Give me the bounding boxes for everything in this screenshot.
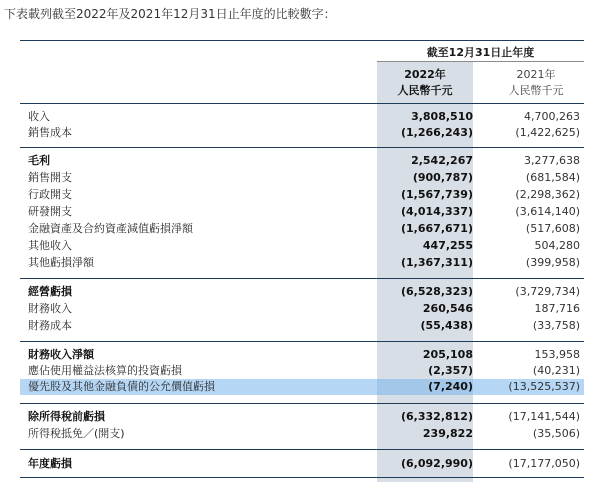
table-row-fair-value-loss bbox=[20, 379, 584, 395]
row-label: 毛利 bbox=[28, 154, 50, 167]
intro-text: 下表載列截至2022年及2021年12月31日止年度的比較數字： bbox=[4, 7, 336, 21]
value-2022: (1,667,671) bbox=[401, 222, 473, 235]
section-divider bbox=[20, 147, 584, 148]
value-2022: (55,438) bbox=[420, 319, 473, 332]
value-2022: (7,240) bbox=[428, 380, 473, 393]
value-2021: 153,958 bbox=[534, 348, 580, 361]
row-label: 金融資產及合約資產減值虧損淨額 bbox=[28, 222, 193, 235]
unit-2021-label: 人民幣千元 bbox=[508, 84, 564, 97]
table-row-admin-expenses bbox=[20, 187, 584, 203]
table-row-equity-method-loss bbox=[20, 363, 584, 379]
value-2022: 239,822 bbox=[422, 427, 473, 440]
value-2021: (40,231) bbox=[532, 364, 580, 377]
value-2022: (900,787) bbox=[412, 171, 473, 184]
table-row-finance-costs bbox=[20, 318, 584, 334]
row-label: 除所得稅前虧損 bbox=[28, 410, 105, 423]
value-2021: 504,280 bbox=[534, 239, 580, 252]
table-row-net-finance-income bbox=[20, 347, 584, 363]
row-label: 銷售開支 bbox=[28, 171, 72, 184]
value-2022: 205,108 bbox=[422, 348, 473, 361]
row-label: 行政開支 bbox=[28, 188, 72, 201]
year-2021-label: 2021年 bbox=[516, 68, 556, 81]
row-label: 優先股及其他金融負債的公允價值虧損 bbox=[28, 380, 215, 393]
value-2022: 447,255 bbox=[422, 239, 473, 252]
row-label: 應佔使用權益法核算的投資虧損 bbox=[28, 364, 182, 377]
row-label: 財務收入 bbox=[28, 302, 72, 315]
value-2021: (399,958) bbox=[525, 256, 580, 269]
table-row-loss-before-tax bbox=[20, 409, 584, 425]
row-label: 經營虧損 bbox=[28, 285, 72, 298]
table-row-rd-expenses bbox=[20, 204, 584, 220]
year-2022-label: 2022年 bbox=[404, 68, 446, 81]
value-2022: (1,567,739) bbox=[401, 188, 473, 201]
table-bottom-rule bbox=[20, 477, 584, 478]
value-2022: 260,546 bbox=[422, 302, 473, 315]
value-2022: (1,367,311) bbox=[401, 256, 473, 269]
value-2021: (17,141,544) bbox=[508, 410, 580, 423]
value-2021: 187,716 bbox=[534, 302, 580, 315]
table-row-finance-income bbox=[20, 301, 584, 317]
row-label: 所得稅抵免／(開支) bbox=[28, 427, 125, 440]
table-row-cost-of-sales bbox=[20, 125, 584, 141]
row-label: 其他虧損淨額 bbox=[28, 256, 94, 269]
table-row-other-income bbox=[20, 238, 584, 254]
value-2021: 4,700,263 bbox=[524, 110, 580, 123]
row-label: 年度虧損 bbox=[28, 457, 72, 470]
period-header-rule bbox=[377, 61, 584, 62]
header-bottom-rule bbox=[20, 103, 584, 104]
table-row-gross-profit bbox=[20, 153, 584, 169]
table-row-revenue bbox=[20, 109, 584, 125]
row-label: 其他收入 bbox=[28, 239, 72, 252]
table-row-income-tax bbox=[20, 426, 584, 442]
period-header: 截至12月31日止年度 bbox=[426, 46, 535, 59]
value-2022: 3,808,510 bbox=[411, 110, 473, 123]
row-label: 收入 bbox=[28, 110, 50, 123]
unit-2022-label: 人民幣千元 bbox=[397, 84, 453, 97]
table-top-rule bbox=[20, 40, 584, 41]
value-2021: (17,177,050) bbox=[508, 457, 580, 470]
value-2022: (4,014,337) bbox=[401, 205, 473, 218]
value-2021: (3,614,140) bbox=[515, 205, 580, 218]
row-label: 財務成本 bbox=[28, 319, 72, 332]
value-2022: (1,266,243) bbox=[401, 126, 473, 139]
table-row-operating-loss bbox=[20, 284, 584, 300]
value-2021: (33,758) bbox=[532, 319, 580, 332]
table-row-impairment-losses bbox=[20, 221, 584, 237]
row-label: 財務收入淨額 bbox=[28, 348, 94, 361]
section-divider bbox=[20, 403, 584, 404]
value-2022: (2,357) bbox=[428, 364, 473, 377]
value-2021: (681,584) bbox=[525, 171, 580, 184]
value-2022: (6,332,812) bbox=[401, 410, 473, 423]
value-2021: (35,506) bbox=[532, 427, 580, 440]
table-row-loss-for-year bbox=[20, 456, 584, 472]
section-divider bbox=[20, 449, 584, 450]
value-2021: (3,729,734) bbox=[515, 285, 580, 298]
value-2022: (6,528,323) bbox=[401, 285, 473, 298]
value-2021: (1,422,625) bbox=[515, 126, 580, 139]
row-label: 研發開支 bbox=[28, 205, 72, 218]
value-2022: (6,092,990) bbox=[401, 457, 473, 470]
section-divider bbox=[20, 341, 584, 342]
value-2021: 3,277,638 bbox=[524, 154, 580, 167]
value-2021: (13,525,537) bbox=[508, 380, 580, 393]
row-label: 銷售成本 bbox=[28, 126, 72, 139]
value-2021: (2,298,362) bbox=[515, 188, 580, 201]
table-row-selling-expenses bbox=[20, 170, 584, 186]
table-row-other-losses bbox=[20, 255, 584, 271]
section-divider bbox=[20, 278, 584, 279]
value-2022: 2,542,267 bbox=[411, 154, 473, 167]
value-2021: (517,608) bbox=[525, 222, 580, 235]
